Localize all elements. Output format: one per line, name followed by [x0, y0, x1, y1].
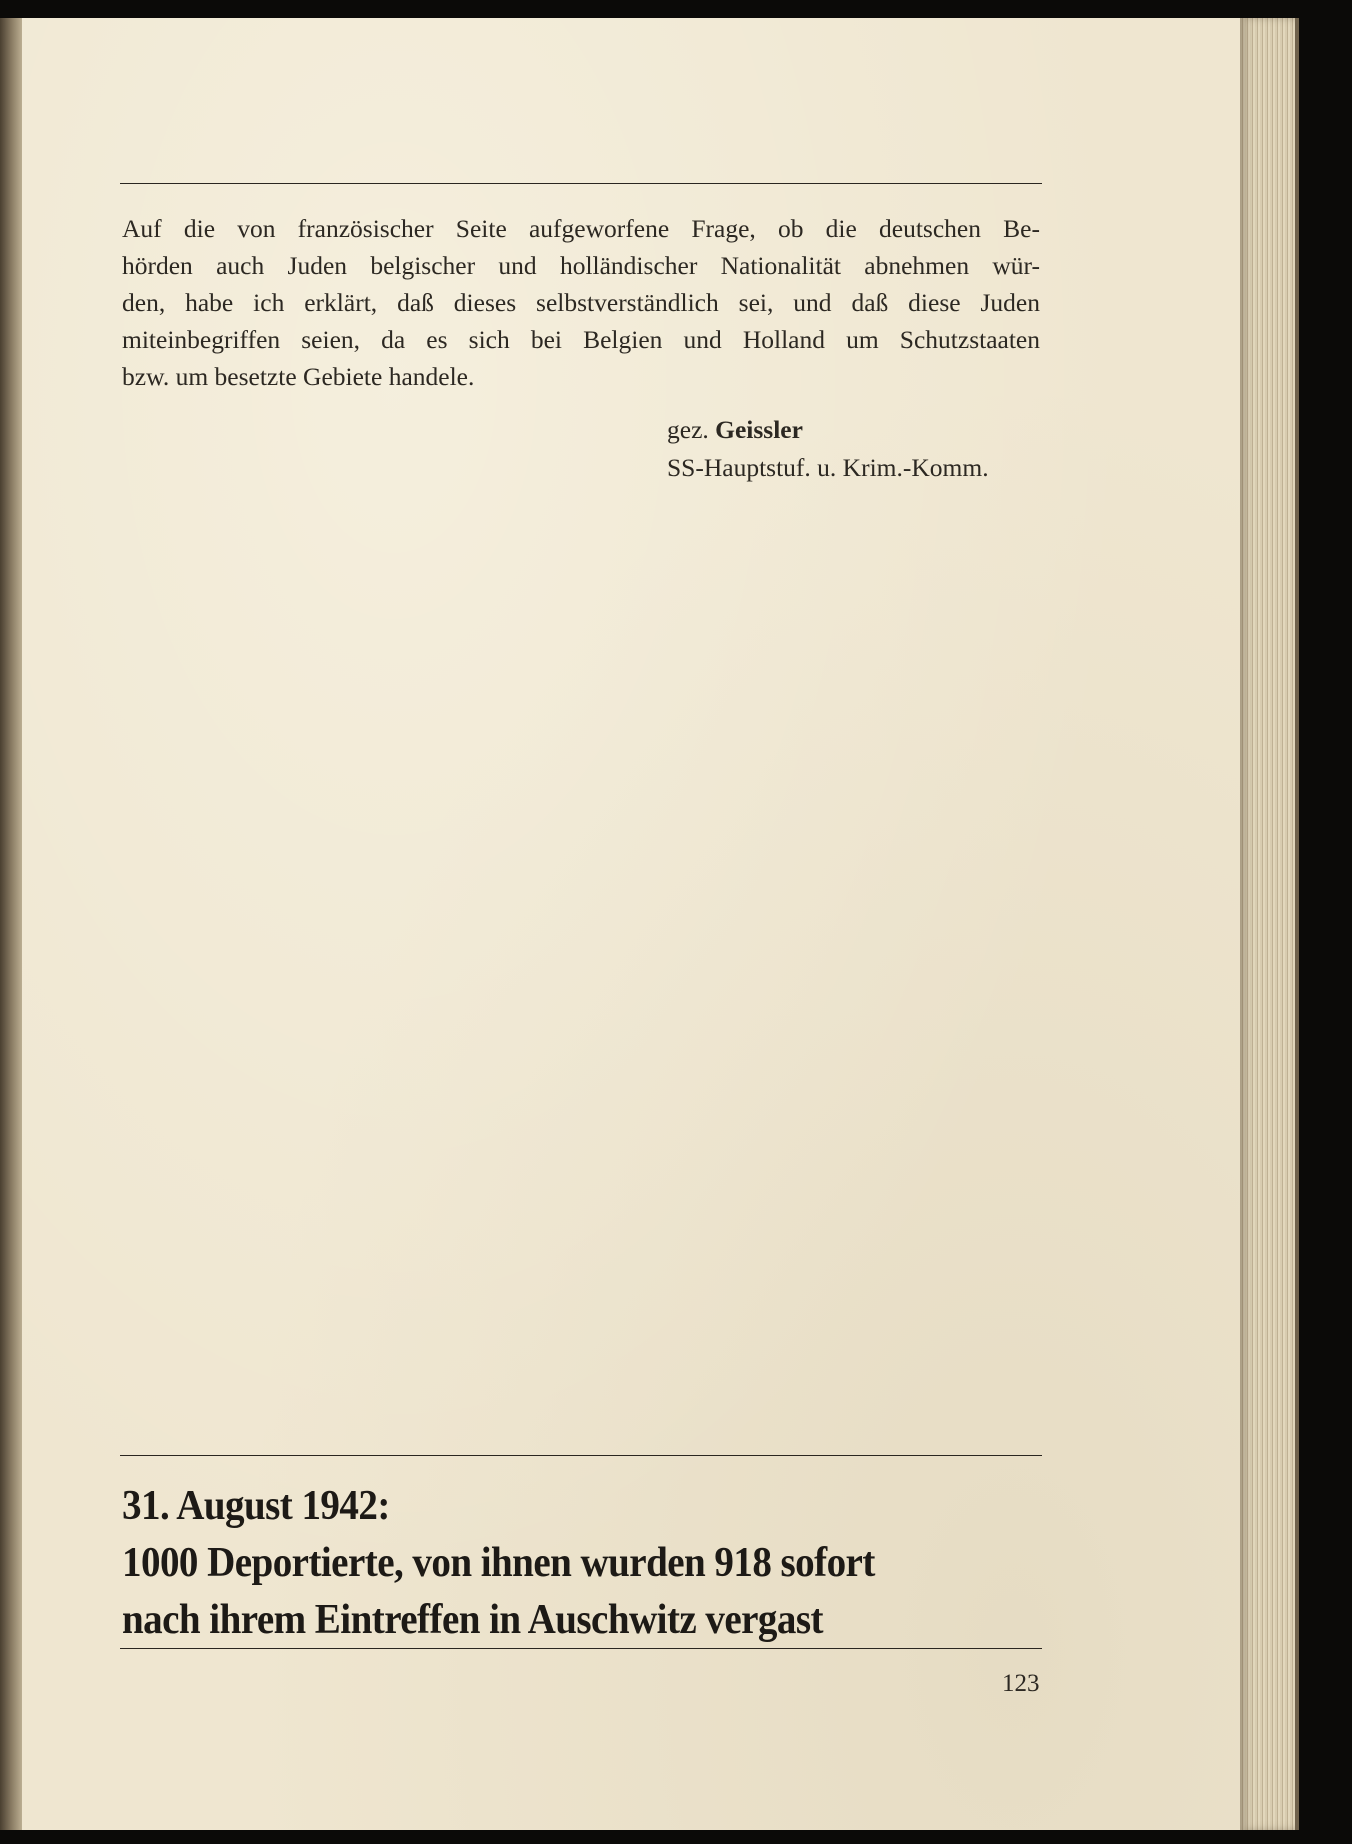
signature-prefix: gez. — [667, 415, 709, 444]
section-heading — [122, 1478, 996, 1649]
heading-line: nach ihrem Eintreffen in Auschwitz vergast — [122, 1597, 823, 1643]
body-line: den, habe ich erklärt, daß dieses selbstverständlich sei, und daß diese Juden — [122, 288, 1040, 317]
signature-line — [667, 411, 989, 449]
signature-name: Geissler — [715, 415, 803, 444]
body-line: hörden auch Juden belgischer und holländischer Nationalität abnehmen wür- — [122, 251, 1040, 280]
heading-top-rule — [120, 1455, 1042, 1456]
heading-bottom-rule — [120, 1648, 1042, 1649]
body-line: Auf die von französischer Seite aufgeworfene Frage, ob die deutschen Be- — [122, 214, 1040, 243]
body-line: miteinbegriffen seien, da es sich bei Belgien und Holland um Schutzstaaten — [122, 325, 1040, 354]
signature-block — [667, 411, 989, 487]
top-divider-rule — [120, 183, 1042, 184]
heading-line: 1000 Deportierte, von ihnen wurden 918 sofort — [122, 1540, 875, 1586]
body-line: bzw. um besetzte Gebiete handele. — [122, 362, 475, 391]
heading-date: 31. August 1942: — [122, 1483, 390, 1529]
page-stack-edge — [1240, 18, 1299, 1830]
signature-rank: SS-Hauptstuf. u. Krim.-Komm. — [667, 453, 989, 482]
page-number: 123 — [1002, 1670, 1040, 1697]
body-paragraph — [122, 210, 1040, 395]
